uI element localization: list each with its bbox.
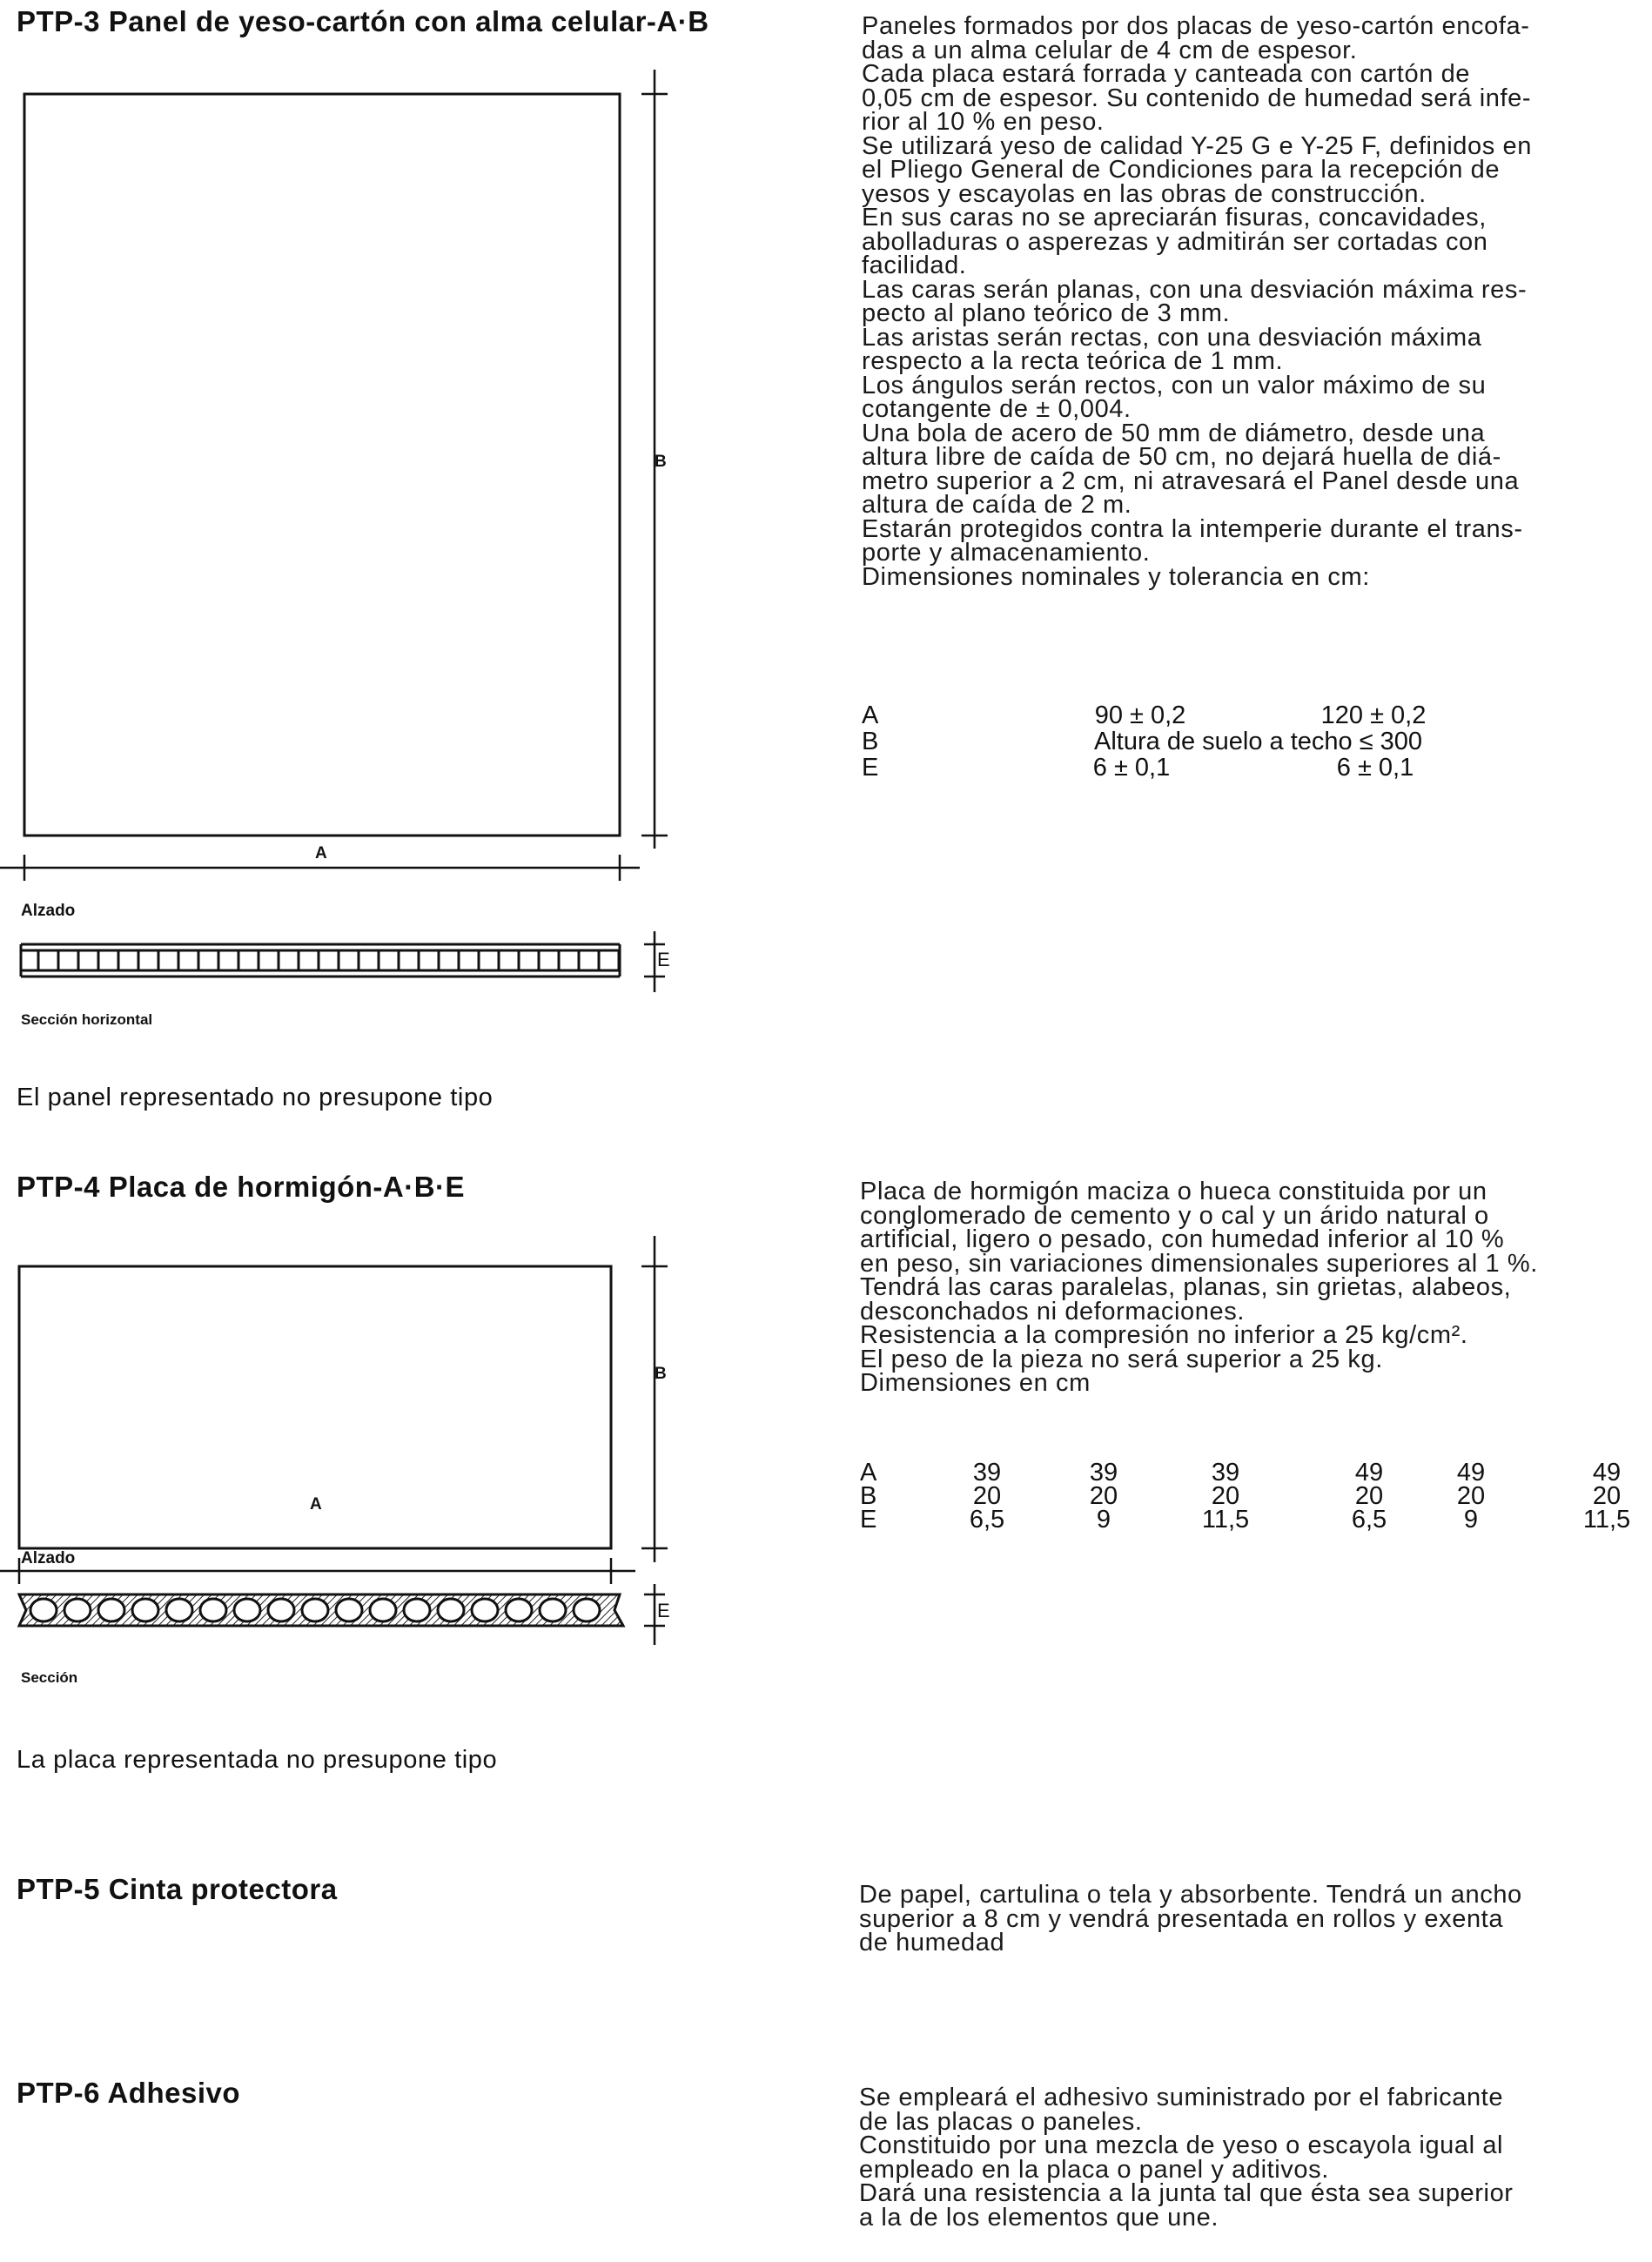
text-line: De papel, cartulina o tela y absorbente. Tendrá un ancho [859,1881,1522,1909]
table-cell: 20 [1354,1482,1384,1510]
ptp3-dim-label-b: B [655,453,667,471]
table-cell: 39 [1089,1459,1118,1487]
hollow-core [404,1599,430,1621]
hollow-core [98,1599,124,1621]
text-line: artificial, ligero o pesado, con humedad inferior al 10 % [860,1225,1505,1253]
table-cell: 49 [1456,1459,1486,1487]
ptp3-panel-outline [24,94,620,836]
table-cell: 49 [1592,1459,1622,1487]
ptp4-row-b [860,1484,1626,1508]
text-line: 0,05 cm de espesor. Su contenido de humedad será infe- [862,84,1532,112]
text-line: metro superior a 2 cm, ni atravesará el Panel desde una [862,466,1520,495]
hollow-core [234,1599,260,1621]
hollow-core [166,1599,192,1621]
text-line: Paneles formados por dos placas de yeso-cartón encofa- [862,12,1530,40]
table-cell: 20 [1089,1482,1118,1510]
dim-value: 6 ± 0,1 [1336,754,1414,782]
hollow-core [64,1599,91,1621]
ptp3-dim-label-a: A [315,844,327,863]
text-line: de humedad [859,1929,1005,1957]
text-line: Los ángulos serán rectos, con un valor máximo de su [862,371,1487,399]
text-line: Las aristas serán rectas, con una desviación máxima [862,323,1482,352]
text-line: En sus caras no se apreciarán fisuras, concavidades, [862,204,1487,232]
hollow-core [370,1599,396,1621]
text-line: Una bola de acero de 50 mm de diámetro, desde una [862,419,1486,447]
text-line: en peso, sin variaciones dimensionales superiores al 1 %. [860,1249,1538,1278]
ptp4-dims-table [860,1459,1631,1539]
dim-value: Altura de suelo a techo ≤ 300 [1094,728,1423,755]
text-line: Constituido por una mezcla de yeso o escayola igual al [859,2131,1504,2159]
table-cell: 20 [1456,1482,1486,1510]
ptp3-description [862,12,1532,591]
table-cell: 20 [1592,1482,1622,1510]
hollow-core [132,1599,158,1621]
table-cell: 6,5 [969,1506,1005,1534]
text-line: cotangente de ± 0,004. [862,395,1132,423]
hollow-core [540,1599,566,1621]
hollow-core [336,1599,362,1621]
text-line: pecto al plano teórico de 3 mm. [862,299,1231,327]
text-line: el Pliego General de Condiciones para la recepción de [862,156,1501,184]
row-label: B [862,728,879,755]
ptp3-section-drawing [0,927,696,997]
hollow-core [200,1599,226,1621]
text-line: conglomerado de cemento y o cal y un árido natural o [860,1201,1489,1230]
ptp3-dims-row-a [862,703,1628,728]
table-cell: 6,5 [1351,1506,1387,1534]
text-line: Las caras serán planas, con una desviación máxima res- [862,275,1528,304]
ptp4-row-e [860,1506,1631,1534]
dim-value: 6 ± 0,1 [1092,754,1171,782]
row-label: E [862,754,879,782]
text-line: empleado en la placa o panel y aditivos. [859,2155,1329,2184]
ptp6-title: PTP-6 Adhesivo [17,2077,240,2109]
text-line: El peso de la pieza no será superior a 25 kg. [860,1345,1383,1373]
text-line: de las placas o paneles. [859,2107,1143,2136]
text-line: Dimensiones nominales y tolerancia en cm: [862,562,1370,591]
dim-value: 90 ± 0,2 [1094,701,1186,729]
text-line: Se utilizará yeso de calidad Y-25 G e Y-25 F, definidos en [862,131,1532,160]
ptp6-description [859,2086,1514,2230]
ptp3-caption: El panel representado no presupone tipo [17,1084,494,1111]
ptp5-title: PTP-5 Cinta protectora [17,1873,338,1905]
text-line: Estarán protegidos contra la intemperie durante el trans- [862,514,1523,543]
ptp5-description [859,1883,1522,1956]
text-line: Dará una resistencia a la junta tal que ésta sea superior [859,2179,1514,2207]
table-cell: 11,5 [1582,1506,1631,1534]
table-cell: 49 [1354,1459,1384,1487]
ptp4-title: PTP-4 Placa de hormigón-A·B·E [17,1171,466,1203]
hollow-core [268,1599,294,1621]
hollow-core [302,1599,328,1621]
text-line: respecto a la recta teórica de 1 mm. [862,347,1284,375]
table-cell: 20 [972,1482,1002,1510]
text-line: rior al 10 % en peso. [862,108,1105,136]
ptp4-description [860,1180,1538,1396]
ptp4-elevation-drawing [0,1218,696,1532]
ptp3-dims-row-e [862,755,1628,780]
table-cell: 20 [1211,1482,1240,1510]
ptp4-dim-label-a: A [310,1495,322,1514]
text-line: das a un alma celular de 4 cm de espesor. [862,36,1358,64]
ptp3-alzado-label: Alzado [21,902,76,920]
table-cell: 9 [1463,1506,1479,1534]
text-line: a la de los elementos que une. [859,2203,1219,2232]
text-line: Resistencia a la compresión no inferior a 25 kg/cm². [860,1321,1468,1349]
ptp4-alzado-label: Alzado [21,1549,76,1567]
ptp4-section-label: Sección [21,1669,78,1686]
text-line: altura de caída de 2 m. [862,491,1132,519]
text-line: Tendrá las caras paralelas, planas, sin grietas, alabeos, [860,1273,1512,1301]
hollow-core [506,1599,532,1621]
row-label: B [860,1482,877,1510]
table-cell: 39 [972,1459,1002,1487]
text-line: Placa de hormigón maciza o hueca constituida por un [860,1178,1487,1205]
dim-value: 120 ± 0,2 [1320,701,1427,729]
ptp4-dim-label-e: E [657,1600,670,1621]
ptp3-dim-label-e: E [657,949,670,970]
text-line: desconchados ni deformaciones. [860,1297,1245,1326]
ptp4-dim-label-b: B [655,1365,667,1383]
ptp4-section-drawing [0,1584,696,1662]
table-cell: 11,5 [1201,1506,1250,1534]
ptp3-section-label: Sección horizontal [21,1011,153,1028]
text-line: Se empleará el adhesivo suministrado por el fabricante [859,2084,1504,2111]
hollow-core [30,1599,57,1621]
text-line: Dimensiones en cm [860,1369,1091,1397]
text-line: yesos y escayolas en las obras de construcción. [862,179,1427,208]
text-line: superior a 8 cm y vendrá presentada en rollos y exenta [859,1904,1504,1933]
hollow-core [574,1599,600,1621]
text-line: abolladuras o asperezas y admitirán ser cortadas con [862,227,1488,256]
row-label: A [862,701,879,729]
ptp3-elevation-drawing [0,0,696,879]
ptp3-dims-row-b [862,729,1628,754]
text-line: altura libre de caída de 50 cm, no dejará huella de diá- [862,443,1501,471]
row-label: A [860,1459,877,1487]
table-cell: 9 [1096,1506,1111,1534]
table-cell: 39 [1211,1459,1240,1487]
hollow-core [438,1599,464,1621]
text-line: porte y almacenamiento. [862,539,1151,567]
ptp3-title: PTP-3 Panel de yeso-cartón con alma celular-A·B [17,5,709,37]
hollow-core [472,1599,498,1621]
ptp3-dims-table [862,703,1628,790]
ptp4-row-a [860,1460,1626,1485]
row-label: E [860,1506,877,1534]
text-line: facilidad. [862,252,967,279]
text-line: Cada placa estará forrada y canteada con cartón de [862,60,1471,88]
ptp4-caption: La placa representada no presupone tipo [17,1746,498,1774]
